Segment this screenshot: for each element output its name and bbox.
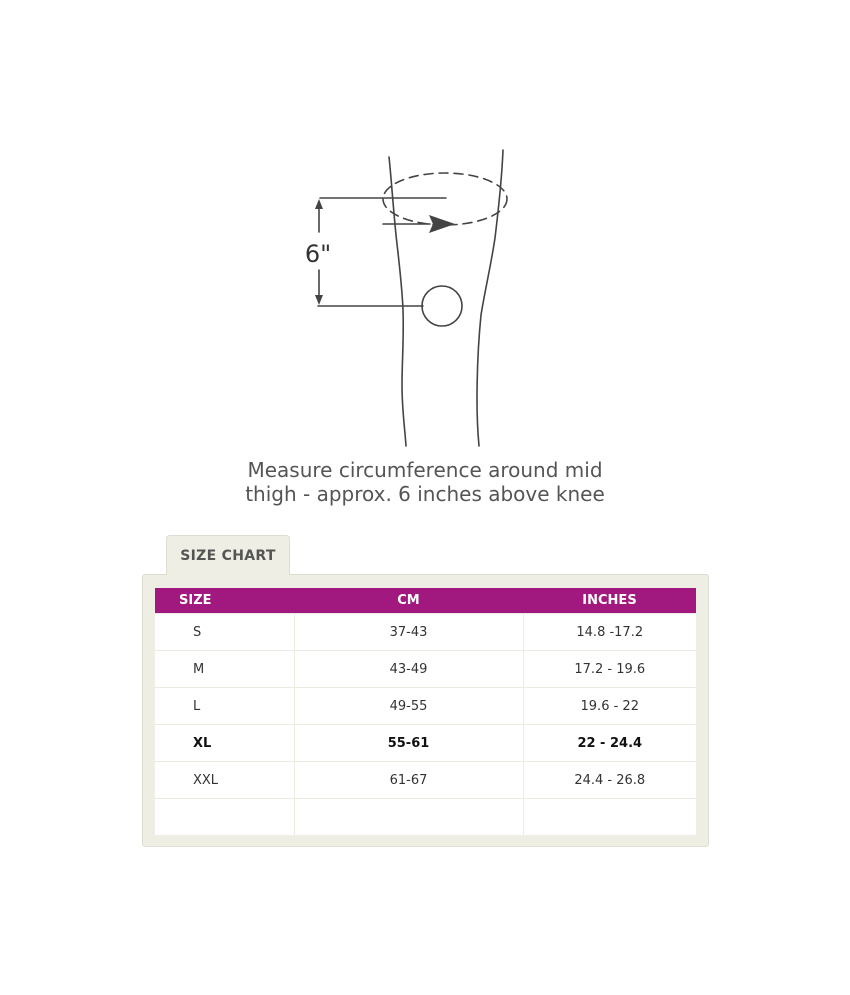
header-size: SIZE [155,588,294,614]
leg-outline-right [477,150,503,446]
table-header-row [155,588,696,614]
cell-empty [155,799,294,836]
header-cm: CM [294,588,523,614]
cell-inches: 17.2 - 19.6 [523,651,696,688]
table-row [155,688,696,725]
cell-cm: 49-55 [294,688,523,725]
measurement-instruction [200,458,650,506]
cell-size: XL [155,725,294,762]
table-row [155,614,696,651]
cell-empty [523,799,696,836]
dimension-arrowhead-up [315,199,323,209]
table-row [155,651,696,688]
thigh-circumference-ellipse [383,173,507,225]
cell-inches: 22 - 24.4 [523,725,696,762]
table-row-highlighted [155,725,696,762]
instruction-line-2: thigh - approx. 6 inches above knee [245,482,605,506]
cell-size: M [155,651,294,688]
knee-circle [422,286,462,326]
cell-inches: 14.8 -17.2 [523,614,696,651]
cell-cm: 55-61 [294,725,523,762]
cell-size: XXL [155,762,294,799]
cell-inches: 19.6 - 22 [523,688,696,725]
size-chart-tab[interactable]: SIZE CHART [166,535,290,575]
cell-inches: 24.4 - 26.8 [523,762,696,799]
cell-cm: 37-43 [294,614,523,651]
table-row-empty [155,799,696,836]
instruction-line-1: Measure circumference around mid [247,458,603,482]
size-chart-table [155,588,696,835]
measurement-label: 6" [304,240,332,268]
table-row [155,762,696,799]
cell-size: L [155,688,294,725]
cell-cm: 61-67 [294,762,523,799]
leg-measurement-diagram [0,0,850,460]
cell-size: S [155,614,294,651]
leg-outline-left [389,157,406,446]
header-inches: INCHES [523,588,696,614]
dimension-arrowhead-down [315,295,323,305]
cell-cm: 43-49 [294,651,523,688]
cell-empty [294,799,523,836]
